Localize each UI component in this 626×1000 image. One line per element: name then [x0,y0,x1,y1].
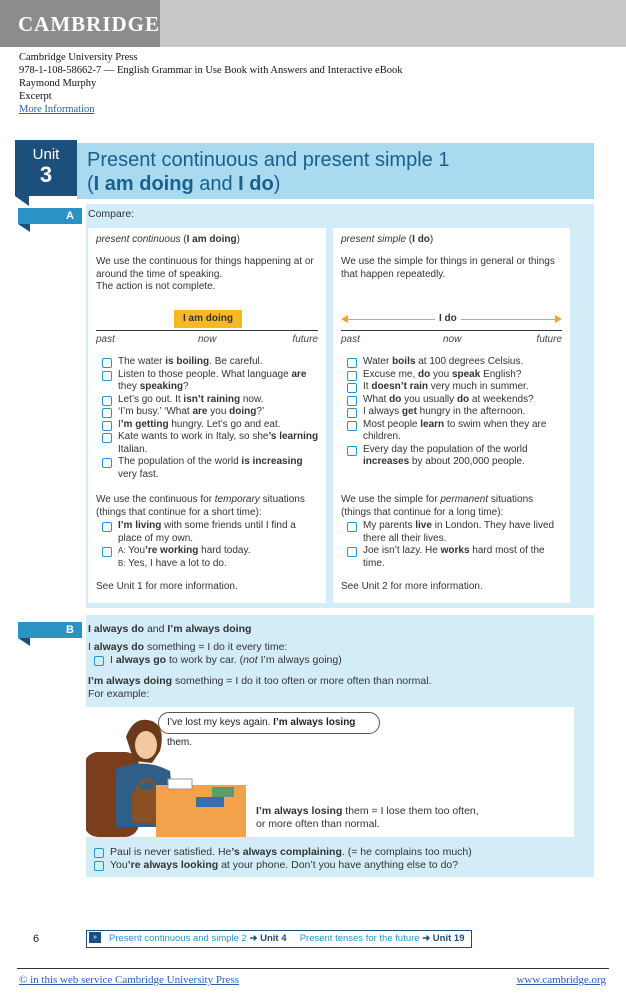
right-see-unit: See Unit 2 for more information. [341,581,483,592]
left-see-unit: See Unit 1 for more information. [96,581,238,592]
illustration-caption: I’m always losing them = I lose them too often, or more often than normal. [256,805,479,830]
compare-label: Compare: [88,208,135,220]
always-doing-definition: I’m always doing something = I do it too often or more often than normal. [88,675,432,687]
section-a-tag: A [18,208,82,224]
always-do-example [88,654,568,667]
list-item: Every day the population of the world increases by about 200,000 people. [341,444,566,469]
list-item: The water is boiling. Be careful. [96,356,322,369]
book-meta [19,51,402,116]
unit-badge [15,140,77,196]
copyright-link[interactable]: © in this web service Cambridge University Press [19,974,240,986]
excerpt-label: Excerpt [19,91,52,102]
list-item: I’m living with some friends until I find a place of my own. [96,520,322,545]
isbn-line: 978-1-108-58662-7 — English Grammar in Use Book with Answers and Interactive eBook [19,65,403,76]
section-b-tag: B [18,622,82,638]
link-unit-19[interactable]: Present tenses for the future ➜ Unit 19 [299,933,465,944]
always-do-definition: I always do something = I do it every time: [88,641,288,653]
list-item: What do you usually do at weekends? [341,394,566,407]
left-intro: We use the continuous for things happening at or around the time of speaking. The action is not complete. [96,256,314,292]
right-heading: present simple (I do) [341,234,434,245]
list-item: Water boils at 100 degrees Celsius. [341,356,566,369]
list-item: My parents live in London. They have lived there all their lives. [341,520,566,545]
speech-bubble: I’ve lost my keys again. I’m always losing them. [158,712,380,734]
unit-fold [15,196,29,206]
right-intro: We use the simple for things in general or things that happen repeatedly. [341,256,555,280]
list-item: Paul is never satisfied. He’s always complaining. (= he complains too much) [88,846,568,859]
unit-number: 3 [39,162,53,187]
left-temporary-examples [96,520,322,570]
logo-text: CAMBRIDGE [18,12,161,36]
list-item: Joe isn’t lazy. He works hard most of the time. [341,545,566,570]
cambridge-logo [0,0,160,47]
list-item: It doesn’t rain very much in summer. [341,381,566,394]
list-item: Most people learn to swim when they are children. [341,419,566,444]
author: Raymond Murphy [19,78,97,89]
list-item: ‘I’m busy.’ ‘What are you doing?’ [96,406,322,419]
fast-forward-icon: » [89,932,101,943]
left-heading: present continuous (I am doing) [96,234,240,245]
list-item: A: You’re working hard today. [96,545,322,558]
list-item: B: Yes, I have a lot to do. [118,557,227,569]
cambridge-site-link[interactable]: www.cambridge.org [516,974,606,986]
right-permanent: We use the simple for permanent situations (things that continue for a long time): [341,494,534,518]
page-subtitle: (I am doing and I do) [87,173,281,195]
page-title: Present continuous and present simple 1 [87,149,450,171]
section-a-fold [18,224,30,232]
present-continuous-column: present continuous (I am doing) We use the continuous for things happening at or around the time of speaking. The action is not complete. I am doing past now future The water is boiling. Be careful. Listen to those people. What language are they speaking? Let’s go out. It isn’t raining now. ‘I’m busy.’ ‘What are you doing?’ I’m getting hungry. Let’s go and eat. Kate wants to work in Italy, so she’s learning Italian. The population of the world is increasing very fast. We use the continuous for temporary situations (things that continue for a short time): I’m living with some friends until I find a place of my own. A: You’re working hard today. B: Yes, I have a lot to do. See Unit 1 for more information. [88,228,326,603]
list-item: I always go to work by car. (not I’m always going) [88,654,568,667]
list-item: I’m getting hungry. Let’s go and eat. [96,419,322,432]
list-item: Excuse me, do you speak English? [341,369,566,382]
section-b-heading: I always do and I’m always doing [88,623,252,635]
i-do-label: I do [435,313,461,326]
i-am-doing-box: I am doing [174,310,242,328]
right-permanent-examples [341,520,566,570]
page-number: 6 [33,933,40,945]
title-bar [77,143,594,199]
left-examples [96,356,322,481]
top-banner [0,0,626,47]
for-example: For example: [88,688,150,700]
left-temporary: We use the continuous for temporary situations (things that continue for a short time): [96,494,305,518]
list-item: The population of the world is increasing very fast. [96,456,322,481]
list-item: Kate wants to work in Italy, so she’s learning Italian. [96,431,322,456]
cross-reference-box [86,930,472,948]
right-timeline [341,330,562,331]
left-timeline [96,330,318,331]
always-doing-examples [88,846,568,872]
list-item: You’re always looking at your phone. Don’t you have anything else to do? [88,859,568,872]
link-unit-4[interactable]: Present continuous and simple 2 ➜ Unit 4 [109,933,287,944]
list-item: I always get hungry in the afternoon. [341,406,566,419]
list-item: Let’s go out. It isn’t raining now. [96,394,322,407]
publisher: Cambridge University Press [19,52,138,63]
footer-divider [17,968,609,969]
more-information-link[interactable]: More Information [19,104,95,115]
arrow-right-icon [555,315,562,323]
right-examples [341,356,566,469]
section-b-fold [18,638,30,646]
unit-label: Unit [32,146,60,163]
list-item: Listen to those people. What language are they speaking? [96,369,322,394]
present-simple-column: present simple (I do) We use the simple for things in general or things that happen repeatedly. I do past now future Water boils at 100 degrees Celsius. Excuse me, do you speak English? It doesn’t rain very much in summer. What do you usually do at weekends? I always get hungry in the afternoon. Most people learn to swim when they are children. Every day the population of the world increases by about 200,000 people. We use the simple for permanent situations (things that continue for a long time): My parents live in London. They have lived there all their lives. Joe isn’t lazy. He works hard most of the time. See Unit 2 for more information. [333,228,570,603]
